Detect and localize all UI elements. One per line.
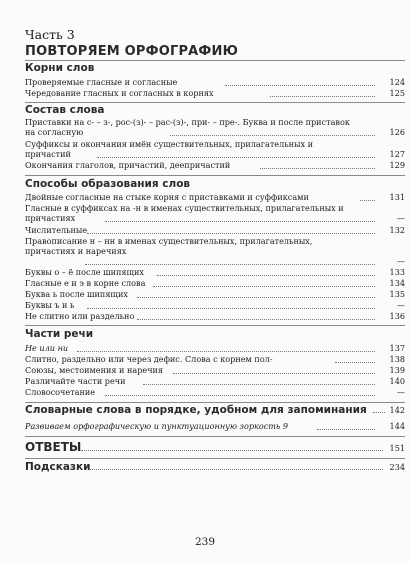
toc-entry-answers[interactable] xyxy=(25,440,405,454)
dot-leader xyxy=(153,285,375,287)
dot-leader xyxy=(335,361,375,363)
dot-leader xyxy=(89,468,383,470)
toc-entry-text: Не или ни xyxy=(25,343,69,353)
toc-entry-text: Словосочетание xyxy=(25,387,96,397)
dot-leader xyxy=(137,296,375,298)
dot-leader xyxy=(143,383,375,385)
toc-entry-hints[interactable] xyxy=(25,461,405,473)
section-rule xyxy=(25,402,405,403)
part-title: Часть 3 xyxy=(25,27,75,42)
toc-entry[interactable] xyxy=(25,161,405,171)
toc-entry[interactable] xyxy=(25,226,405,236)
toc-entry-text: Гласные е и э в корне слова xyxy=(25,278,146,288)
toc-entry-page: 131 xyxy=(389,192,405,202)
toc-entry-page: 135 xyxy=(389,289,405,299)
toc-entry[interactable] xyxy=(25,193,405,203)
toc-entry-page: 138 xyxy=(389,354,405,364)
toc-entry-text: Приставки на с- – з-, рос-(з)- – рас-(з)-, при- – пре-. Буква и после приставок на согласную xyxy=(25,117,350,137)
toc-entry-text: Буквы о – ё после шипящих xyxy=(25,267,144,277)
toc-entry-text: Развиваем орфографическую и пунктуационную зоркость 9 xyxy=(25,421,289,431)
toc-entry[interactable] xyxy=(25,237,405,267)
toc-entry-page: 151 xyxy=(389,443,405,453)
toc-entry-page: — xyxy=(396,300,405,310)
toc-entry[interactable] xyxy=(25,377,405,387)
toc-entry-page: 124 xyxy=(389,77,405,87)
toc-entry[interactable] xyxy=(25,388,405,398)
toc-entry-text: Суффиксы и окончания имён существительных, прилагательных и причастий xyxy=(25,139,314,159)
toc-entry-page: 126 xyxy=(389,127,405,138)
toc-entry-text: Союзы, местоимения и наречия xyxy=(25,365,164,375)
toc-entry[interactable] xyxy=(25,366,405,376)
main-title: ПОВТОРЯЕМ ОРФОГРАФИЮ xyxy=(25,44,239,59)
dot-leader xyxy=(87,232,375,234)
toc-entry[interactable] xyxy=(25,355,405,365)
section-rule xyxy=(25,436,405,437)
toc-entry-page: 129 xyxy=(389,160,405,170)
toc-entry-text: Буква ь после шипящих xyxy=(25,289,128,299)
section-rule xyxy=(25,325,405,326)
section-title-roots: Корни слов xyxy=(25,62,95,74)
toc-entry-text: Словарные слова в порядке, удобном для запоминания xyxy=(25,404,367,416)
toc-entry-text: Правописание н – нн в именах существительных, прилагательных, причастиях и наречиях xyxy=(25,236,313,256)
dot-leader xyxy=(360,199,375,201)
toc-entry-page: 234 xyxy=(389,462,405,472)
toc-entry-page: 136 xyxy=(389,311,405,321)
dot-leader xyxy=(270,95,375,97)
toc-entry-page: 137 xyxy=(389,343,405,353)
dot-leader xyxy=(87,307,375,309)
toc-entry[interactable] xyxy=(25,312,405,322)
section-rule xyxy=(25,102,405,103)
toc-entry-page: — xyxy=(396,213,405,224)
toc-entry[interactable] xyxy=(25,140,405,160)
toc-entry-page: 132 xyxy=(389,225,405,235)
toc-entry-text: Числительные xyxy=(25,225,88,235)
toc-entry-text: Слитно, раздельно или через дефис. Слова с корнем пол- xyxy=(25,354,273,364)
section-rule xyxy=(25,60,405,61)
toc-entry-page: 142 xyxy=(389,405,405,415)
toc-entry-text: ОТВЕТЫ xyxy=(25,440,82,454)
dot-leader xyxy=(85,263,375,265)
dot-leader xyxy=(77,350,375,352)
toc-entry[interactable] xyxy=(25,78,405,88)
toc-entry-page: 127 xyxy=(389,149,405,160)
dot-leader xyxy=(173,372,375,374)
toc-entry-text: Гласные в суффиксах на -н в именах существительных, прилагательных и причастиях xyxy=(25,203,344,223)
toc-entry-text: Чередование гласных и согласных в корнях xyxy=(25,88,214,98)
toc-entry-page: — xyxy=(396,256,405,267)
dot-leader xyxy=(137,318,375,320)
dot-leader xyxy=(225,84,375,86)
toc-entry-text: Окончания глаголов, причастий, деепричастий xyxy=(25,160,231,170)
toc-entry-page: 134 xyxy=(389,278,405,288)
toc-entry-page: 125 xyxy=(389,88,405,98)
dot-leader xyxy=(157,274,375,276)
toc-entry[interactable] xyxy=(25,344,405,354)
toc-entry[interactable] xyxy=(25,290,405,300)
toc-entry-page: 140 xyxy=(389,376,405,386)
section-rule xyxy=(25,458,405,459)
toc-entry-page: 133 xyxy=(389,267,405,277)
dot-leader xyxy=(373,411,385,413)
toc-entry[interactable] xyxy=(25,268,405,278)
toc-entry[interactable] xyxy=(25,118,405,138)
section-rule xyxy=(25,175,405,176)
toc-entry-text: Различайте части речи xyxy=(25,376,126,386)
toc-entry-text: Подсказки xyxy=(25,461,91,473)
toc-entry-develop[interactable] xyxy=(25,422,405,432)
toc-entry-text: Проверяемые гласные и согласные xyxy=(25,77,178,87)
toc-entry-vocab[interactable] xyxy=(25,404,405,416)
section-title-formation: Способы образования слов xyxy=(25,178,191,190)
toc-entry-page: 144 xyxy=(389,421,405,431)
dot-leader xyxy=(81,449,383,451)
dot-leader xyxy=(317,428,375,430)
toc-entry[interactable] xyxy=(25,89,405,99)
toc-entry-text: Не слитно или раздельно xyxy=(25,311,135,321)
toc-entry-page: — xyxy=(396,387,405,397)
toc-entry[interactable] xyxy=(25,204,405,224)
section-title-composition: Состав слова xyxy=(25,104,105,116)
dot-leader xyxy=(105,220,375,222)
toc-entry-text: Буквы ъ и ь xyxy=(25,300,75,310)
page-number: 239 xyxy=(194,536,216,548)
dot-leader xyxy=(260,167,375,169)
toc-entry-page: 139 xyxy=(389,365,405,375)
section-title-parts-of-speech: Части речи xyxy=(25,328,94,340)
toc-entry[interactable] xyxy=(25,279,405,289)
dot-leader xyxy=(105,394,375,396)
dot-leader xyxy=(97,156,375,158)
toc-entry[interactable] xyxy=(25,301,405,311)
toc-entry-text: Двойные согласные на стыке корня с приставками и суффиксами xyxy=(25,192,309,202)
dot-leader xyxy=(170,134,375,136)
